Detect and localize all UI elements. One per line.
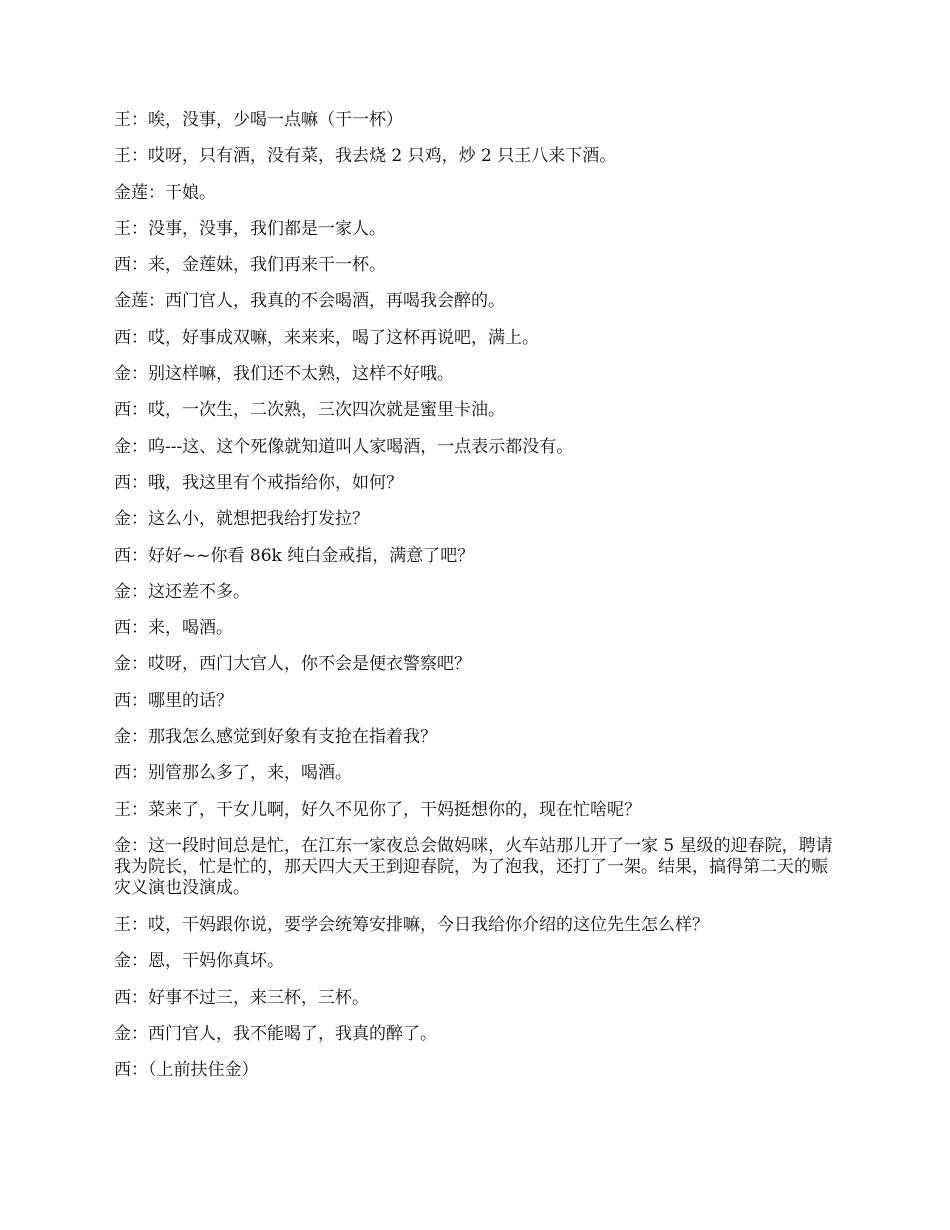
dialogue-line: 金：呜---这、这个死像就知道叫人家喝酒，一点表示都没有。 xyxy=(114,436,574,457)
dialogue-line: 金莲：西门官人，我真的不会喝酒，再喝我会醉的。 xyxy=(114,291,505,312)
dialogue-line: 西：哎，一次生，二次熟，三次四次就是蜜里卡油。 xyxy=(114,400,505,421)
dialogue-line: 西：好事不过三，来三杯，三杯。 xyxy=(114,987,369,1008)
dialogue-line: 西：来，喝酒。 xyxy=(114,618,233,639)
dialogue-line: 金：西门官人，我不能喝了，我真的醉了。 xyxy=(114,1023,437,1044)
dialogue-line: 王：没事，没事，我们都是一家人。 xyxy=(114,218,386,239)
dialogue-line: 金：别这样嘛，我们还不太熟，这样不好哦。 xyxy=(114,364,454,385)
dialogue-line: 西：哦，我这里有个戒指给你，如何？ xyxy=(114,472,403,493)
dialogue-line: 金：那我怎么感觉到好象有支抢在指着我？ xyxy=(114,727,437,748)
dialogue-line: 西：哪里的话？ xyxy=(114,690,233,711)
document-page xyxy=(114,110,844,1096)
dialogue-line: 西：（上前扶住金） xyxy=(114,1060,259,1081)
dialogue-line: 金：哎呀，西门大官人，你不会是便衣警察吧？ xyxy=(114,654,471,675)
dialogue-line: 王：哎，干妈跟你说，要学会统筹安排嘛，今日我给你介绍的这位先生怎么样？ xyxy=(114,914,709,935)
dialogue-line: 王：哎呀，只有酒，没有菜，我去烧 2 只鸡，炒 2 只王八来下酒。 xyxy=(114,146,617,167)
dialogue-line: 西：哎，好事成双嘛，来来来，喝了这杯再说吧，满上。 xyxy=(114,327,539,348)
dialogue-line: 金：恩，干妈你真坏。 xyxy=(114,951,284,972)
dialogue-line: 王：唉，没事，少喝一点嘛（干一杯） xyxy=(114,110,403,130)
dialogue-paragraph: 金：这一段时间总是忙，在江东一家夜总会做妈咪，火车站那儿开了一家 5 星级的迎春院，聘请我为院长，忙是忙的，那天四大天王到迎春院，为了泡我，还打了一架。结果，搞得第二天的赈灾义演也没演成。 xyxy=(114,835,833,898)
dialogue-line: 西：好好~~你看 86k 纯白金戒指，满意了吧？ xyxy=(114,545,475,566)
dialogue-line: 金：这还差不多。 xyxy=(114,581,250,602)
dialogue-line: 西：来，金莲妹，我们再来干一杯。 xyxy=(114,255,386,276)
dialogue-line: 王：菜来了，干女儿啊，好久不见你了，干妈挺想你的，现在忙啥呢？ xyxy=(114,799,641,820)
dialogue-line: 金：这么小，就想把我给打发拉？ xyxy=(114,509,369,530)
dialogue-line: 金莲：干娘。 xyxy=(114,182,216,203)
dialogue-line: 西：别管那么多了，来，喝酒。 xyxy=(114,763,352,784)
